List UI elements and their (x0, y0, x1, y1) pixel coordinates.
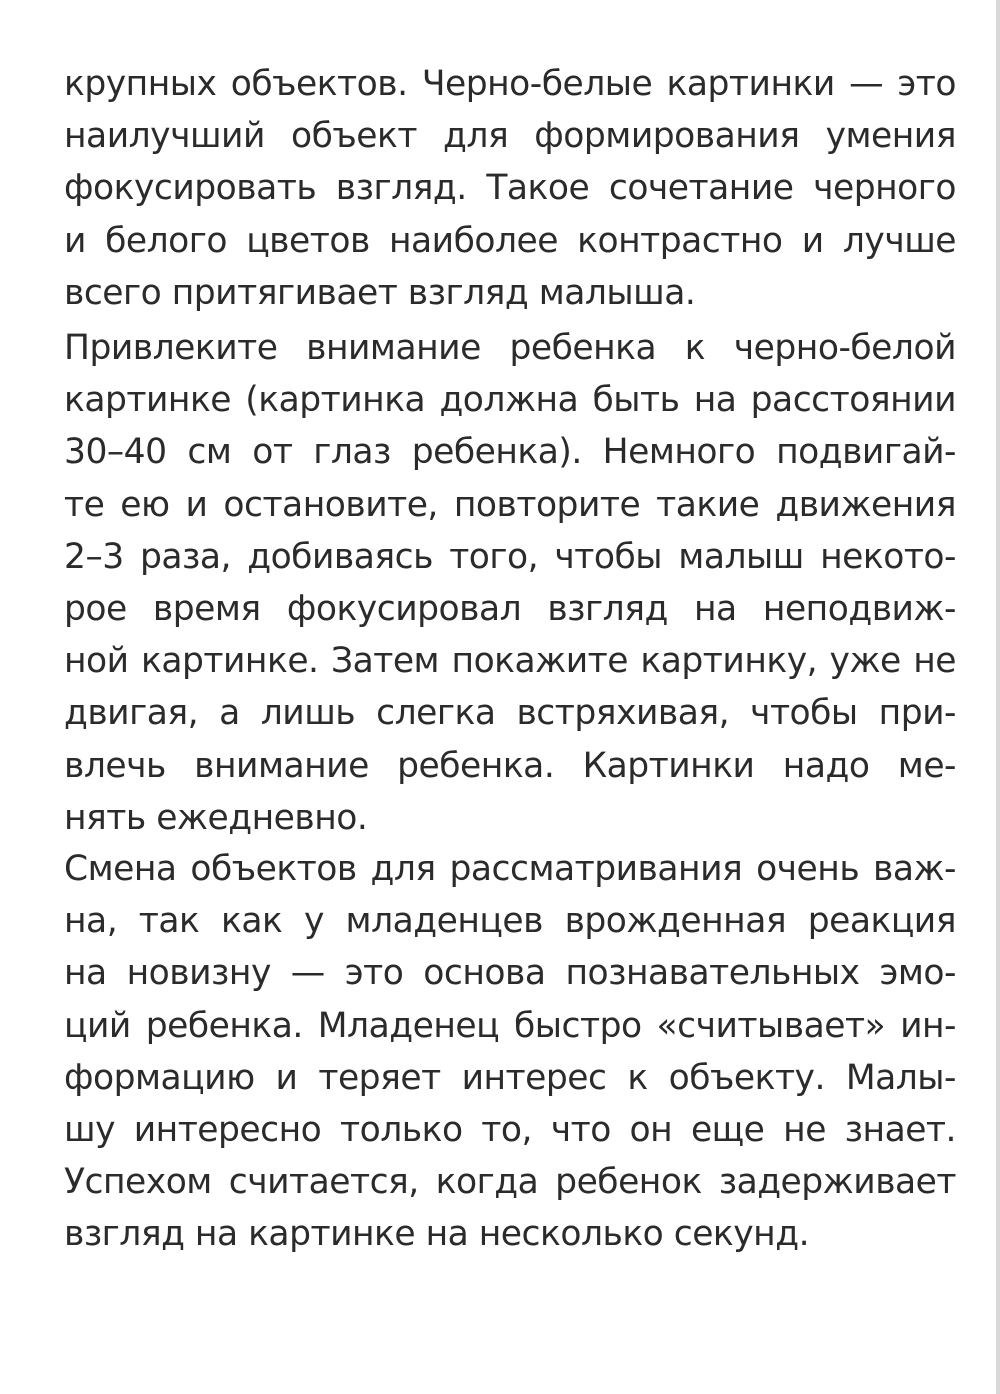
text-line: взгляд на картинке на несколько секунд. (64, 1214, 810, 1255)
text-line: ной картинке. Затем покажите картинку, уже не (64, 641, 956, 682)
text-line: влечь внимание ребенка. Картинки надо ме- (64, 745, 956, 786)
text-line: фокусировать взгляд. Такое сочетание черного (64, 168, 956, 209)
text-line: на, так как у младенцев врожденная реакция (64, 901, 956, 942)
paragraph-2 (64, 322, 956, 844)
text-line: на новизну — это основа познавательных эмо- (64, 953, 956, 994)
text-line: Смена объектов для рассматривания очень важ- (64, 849, 956, 889)
text-line: Привлеките внимание ребенка к черно-белой (64, 328, 956, 368)
text-line: рое время фокусировал взгляд на неподвиж- (64, 588, 956, 629)
paragraph-3 (64, 843, 956, 1261)
text-line: крупных объектов. Черно-белые картинки — это (64, 64, 956, 104)
text-line: и белого цветов наиболее контрастно и лучше (64, 220, 956, 261)
text-line: нять ежедневно. (64, 797, 368, 838)
text-line: двигая, а лишь слегка встряхивая, чтобы при- (64, 693, 956, 734)
text-line: наилучший объект для формирования умения (64, 116, 956, 157)
text-line: ций ребенка. Младенец быстро «считывает» ин- (64, 1005, 956, 1046)
text-line: те ею и остановите, повторите такие движения (64, 484, 956, 525)
paragraph-1 (64, 58, 956, 319)
page-edge (996, 0, 1000, 1394)
text-line: Успехом считается, когда ребенок задерживает (64, 1162, 956, 1203)
text-line: 2–3 раза, добиваясь того, чтобы малыш некото- (64, 536, 956, 577)
text-line: 30–40 см от глаз ребенка). Немного подвигай- (64, 432, 956, 473)
text-line: всего притягивает взгляд малыша. (64, 272, 696, 313)
text-line: шу интересно только то, что он еще не знает. (64, 1109, 956, 1150)
text-line: формацию и теряет интерес к объекту. Малы- (64, 1057, 956, 1098)
text-line: картинке (картинка должна быть на расстоянии (64, 380, 956, 421)
